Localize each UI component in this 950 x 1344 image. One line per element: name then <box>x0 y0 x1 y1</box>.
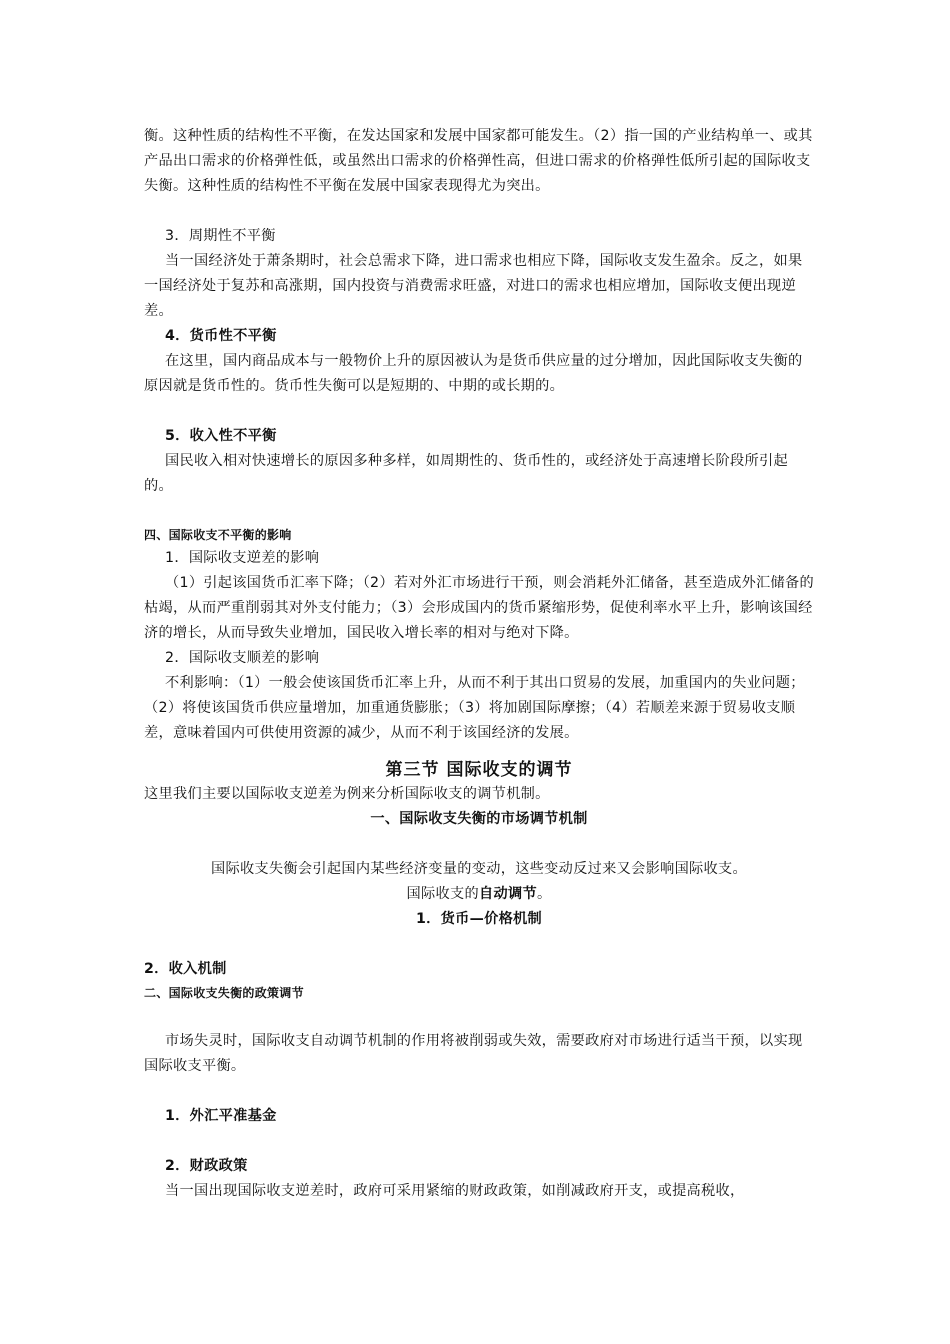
heading-price-mechanism: 1．货币—价格机制 <box>415 911 543 927</box>
paragraph-section-intro: 这里我们主要以国际收支逆差为例来分析国际收支的调节机制。 <box>144 786 550 802</box>
paragraph-income-imbalance: 国民收入相对快速增长的原因多种多样，如周期性的、货币性的，或经济处于高速增长阶段所引起的。 <box>144 453 788 494</box>
paragraph-market-mechanism: 国际收支失衡会引起国内某些经济变量的变动，这些变动反过来又会影响国际收支。 <box>210 861 748 877</box>
heading-cyclical-imbalance: 3．周期性不平衡 <box>165 228 276 244</box>
paragraph-deficit-effects: （1）引起该国货币汇率下降；（2）若对外汇市场进行干预，则会消耗外汇储备，甚至造成外汇储备的枯竭，从而严重削弱其对外支付能力；（3）会形成国内的货币紧缩形势，促使利率水平上升，影响该国经济的增长，从而导致失业增加，国民收入增长率的相对与绝对下降。 <box>144 575 815 641</box>
heading-fiscal-policy: 2．财政政策 <box>165 1158 248 1174</box>
paragraph-surplus-effects: 不利影响：（1）一般会使该国货币汇率上升，从而不利于其出口贸易的发展，加重国内的失业问题；（2）将使该国货币供应量增加，加重通货膨胀；（3）将加剧国际摩擦；（4）若顺差来源于贸易收支顺差，意味着国内可供使用资源的减少，从而不利于该国经济的发展。 <box>144 675 805 741</box>
heading-deficit-effects: 1．国际收支逆差的影响 <box>165 550 320 566</box>
auto-adjustment-keyword: 自动调节 <box>479 886 537 902</box>
heading-fx-fund: 1．外汇平准基金 <box>165 1108 277 1124</box>
paragraph-structural-imbalance-cont: 衡。这种性质的结构性不平衡，在发达国家和发展中国家都可能发生。（2）指一国的产业结构单一、或其产品出口需求的价格弹性低，或虽然出口需求的价格弹性高，但进口需求的价格弹性低所引起的国际收支失衡。这种性质的结构性不平衡在发展中国家表现得尤为突出。 <box>144 128 813 194</box>
text-column <box>144 124 814 1204</box>
auto-adjustment-prefix: 国际收支的 <box>406 886 479 902</box>
heading-income-mechanism: 2．收入机制 <box>144 961 227 977</box>
paragraph-fiscal-policy: 当一国出现国际收支逆差时，政府可采用紧缩的财政政策，如削减政府开支，或提高税收， <box>165 1183 745 1199</box>
section-title: 第三节 国际收支的调节 <box>385 760 573 780</box>
heading-policy-adjustment: 二、国际收支失衡的政策调节 <box>144 986 304 1000</box>
auto-adjustment-suffix: 。 <box>536 886 552 902</box>
heading-monetary-imbalance: 4．货币性不平衡 <box>165 328 277 344</box>
heading-imbalance-effects: 四、国际收支不平衡的影响 <box>144 528 292 542</box>
heading-income-imbalance: 5．收入性不平衡 <box>165 428 277 444</box>
heading-market-mechanism: 一、国际收支失衡的市场调节机制 <box>370 811 588 827</box>
paragraph-policy-adjustment: 市场失灵时，国际收支自动调节机制的作用将被削弱或失效，需要政府对市场进行适当干预，以实现国际收支平衡。 <box>144 1033 803 1074</box>
paragraph-monetary-imbalance: 在这里，国内商品成本与一般物价上升的原因被认为是货币供应量的过分增加，因此国际收支失衡的原因就是货币性的。货币性失衡可以是短期的、中期的或长期的。 <box>144 353 803 394</box>
paragraph-cyclical-imbalance: 当一国经济处于萧条期时，社会总需求下降，进口需求也相应下降，国际收支发生盈余。反之，如果一国经济处于复苏和高涨期，国内投资与消费需求旺盛，对进口的需求也相应增加，国际收支便出现逆差。 <box>144 253 803 319</box>
paragraph-auto-adjustment <box>144 882 814 907</box>
heading-surplus-effects: 2．国际收支顺差的影响 <box>165 650 320 666</box>
